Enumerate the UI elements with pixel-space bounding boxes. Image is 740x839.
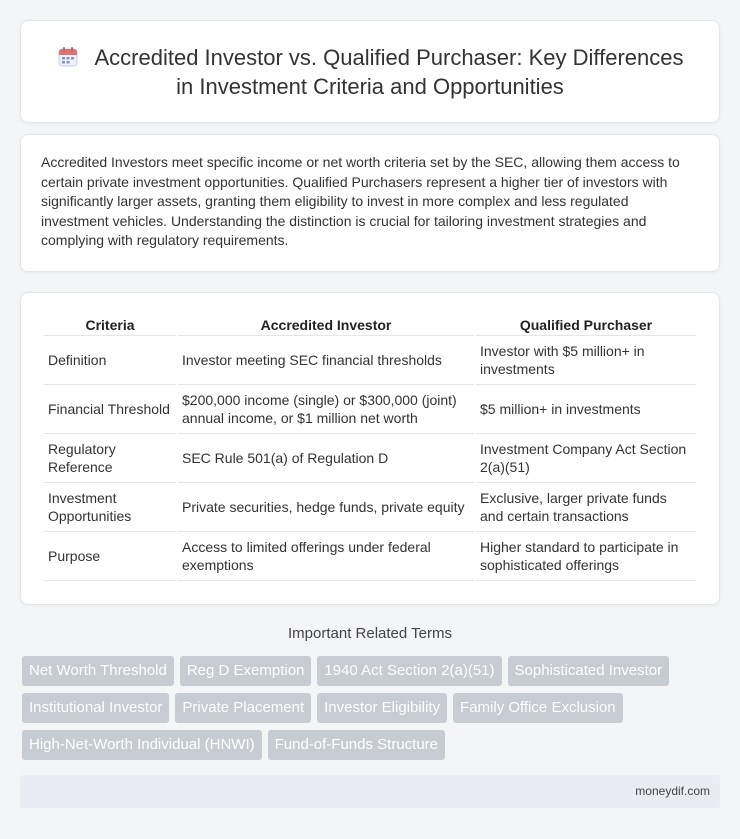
cell-accredited: Private securities, hedge funds, private equity — [178, 483, 474, 532]
table-row — [44, 336, 696, 385]
term-tag[interactable]: Reg D Exemption — [180, 656, 312, 686]
cell-accredited: $200,000 income (single) or $300,000 (joint) annual income, or $1 million net worth — [178, 385, 474, 434]
term-tag[interactable]: Fund-of-Funds Structure — [268, 730, 445, 760]
cell-accredited: Investor meeting SEC financial thresholds — [178, 336, 474, 385]
term-tag[interactable]: Private Placement — [175, 693, 311, 723]
cell-criteria: Regulatory Reference — [44, 434, 176, 483]
footer-site[interactable]: moneydif.com — [635, 784, 710, 798]
term-tag[interactable]: Sophisticated Investor — [508, 656, 670, 686]
title-card — [20, 20, 720, 123]
cell-criteria: Definition — [44, 336, 176, 385]
term-tag[interactable]: 1940 Act Section 2(a)(51) — [317, 656, 501, 686]
table-row — [44, 532, 696, 581]
intro-card — [20, 134, 720, 272]
cell-qualified: Exclusive, larger private funds and certain transactions — [476, 483, 696, 532]
table-row — [44, 483, 696, 532]
cell-accredited: SEC Rule 501(a) of Regulation D — [178, 434, 474, 483]
cell-criteria: Financial Threshold — [44, 385, 176, 434]
header-accredited-investor: Accredited Investor — [178, 313, 474, 336]
term-tag[interactable]: Institutional Investor — [22, 693, 169, 723]
cell-qualified: $5 million+ in investments — [476, 385, 696, 434]
term-tag[interactable]: Net Worth Threshold — [22, 656, 174, 686]
cell-qualified: Investment Company Act Section 2(a)(51) — [476, 434, 696, 483]
cell-accredited: Access to limited offerings under federal exemptions — [178, 532, 474, 581]
table-row — [44, 434, 696, 483]
page-title — [51, 43, 689, 101]
term-tag[interactable]: Family Office Exclusion — [453, 693, 623, 723]
related-terms-list — [22, 656, 722, 760]
header-qualified-purchaser: Qualified Purchaser — [476, 313, 696, 336]
cell-qualified: Higher standard to participate in sophisticated offerings — [476, 532, 696, 581]
related-terms-title: Important Related Terms — [288, 625, 452, 642]
cell-criteria: Purpose — [44, 532, 176, 581]
table-row — [44, 385, 696, 434]
term-tag[interactable]: High-Net-Worth Individual (HNWI) — [22, 730, 262, 760]
term-tag[interactable]: Investor Eligibility — [317, 693, 447, 723]
footer — [20, 775, 720, 808]
calendar-icon — [57, 46, 79, 68]
page-title-text: Accredited Investor vs. Qualified Purchaser: Key Differences in Investment Criteria and Opportunities — [94, 45, 684, 99]
cell-criteria: Investment Opportunities — [44, 483, 176, 532]
header-criteria: Criteria — [44, 313, 176, 336]
intro-text: Accredited Investors meet specific income or net worth criteria set by the SEC, allowing them access to certain private investment opportunities. Qualified Purchasers represent a higher tier of investors with significantly larger assets, granting them eligibility to invest in more complex and less regulated investment vehicles. Understanding the distinction is crucial for tailoring investment strategies and complying with regulatory requirements. — [41, 154, 680, 248]
table-header-row — [44, 313, 696, 336]
cell-qualified: Investor with $5 million+ in investments — [476, 336, 696, 385]
comparison-table — [42, 313, 698, 581]
comparison-table-card — [20, 292, 720, 605]
